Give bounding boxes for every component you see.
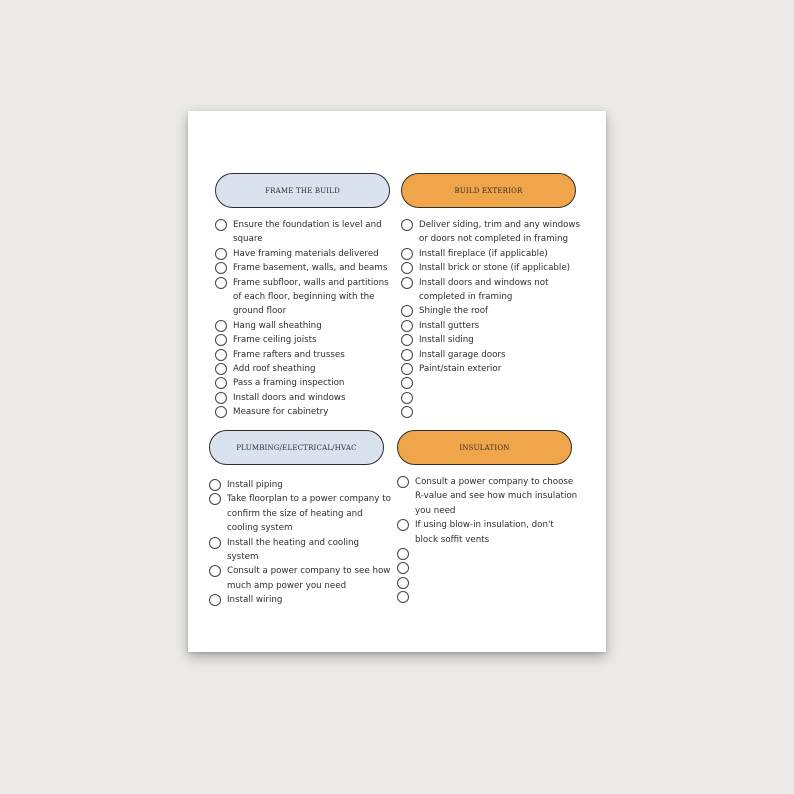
checkbox-circle-icon[interactable] — [401, 248, 413, 260]
list-item — [401, 391, 583, 405]
checkbox-circle-icon[interactable] — [397, 562, 409, 574]
checkbox-circle-icon[interactable] — [401, 219, 413, 231]
list-item — [397, 475, 579, 518]
item-label: Frame rafters and trusses — [233, 349, 345, 360]
checkbox-circle-icon[interactable] — [401, 349, 413, 361]
list-item — [215, 405, 397, 419]
checkbox-circle-icon[interactable] — [215, 262, 227, 274]
list-item — [397, 576, 579, 590]
list-item — [215, 391, 397, 405]
list-item — [401, 304, 583, 318]
item-label: Install gutters — [419, 320, 480, 331]
checklist — [401, 218, 583, 420]
checkbox-circle-icon[interactable] — [397, 577, 409, 589]
section-frame-the-build — [215, 173, 397, 420]
item-label: Install garage doors — [419, 349, 506, 360]
list-item — [401, 333, 583, 347]
checkbox-circle-icon[interactable] — [401, 363, 413, 375]
item-label: Frame ceiling joists — [233, 335, 317, 346]
checkbox-circle-icon[interactable] — [209, 479, 221, 491]
checkbox-circle-icon[interactable] — [215, 277, 227, 289]
list-item — [215, 276, 397, 319]
section-plumbing-electrical-hvac — [209, 430, 391, 608]
checkbox-circle-icon[interactable] — [401, 377, 413, 389]
item-label: Add roof sheathing — [233, 364, 316, 375]
list-item — [397, 590, 579, 604]
item-label: Frame subfloor, walls and partitions of each floor, beginning with the ground floor — [233, 277, 389, 317]
item-label: If using blow-in insulation, don't block soffit vents — [415, 520, 554, 545]
list-item — [215, 319, 397, 333]
list-item — [401, 348, 583, 362]
item-label: Install siding — [419, 335, 474, 346]
checkbox-circle-icon[interactable] — [215, 248, 227, 260]
list-item — [397, 518, 579, 547]
checkbox-circle-icon[interactable] — [401, 334, 413, 346]
item-label: Install doors and windows — [233, 392, 346, 403]
checkbox-circle-icon[interactable] — [397, 548, 409, 560]
item-label: Frame basement, walls, and beams — [233, 263, 388, 274]
checkbox-circle-icon[interactable] — [215, 406, 227, 418]
list-item — [209, 564, 391, 593]
item-label: Shingle the roof — [419, 306, 489, 317]
checkbox-circle-icon[interactable] — [401, 277, 413, 289]
list-item — [401, 276, 583, 305]
checkbox-circle-icon[interactable] — [397, 591, 409, 603]
checkbox-circle-icon[interactable] — [397, 476, 409, 488]
section-title-pill: FRAME THE BUILD — [215, 173, 390, 208]
list-item — [401, 319, 583, 333]
checkbox-circle-icon[interactable] — [209, 565, 221, 577]
list-item — [401, 261, 583, 275]
checkbox-circle-icon[interactable] — [401, 320, 413, 332]
list-item — [401, 362, 583, 376]
list-item — [397, 561, 579, 575]
checkbox-circle-icon[interactable] — [215, 320, 227, 332]
checkbox-circle-icon[interactable] — [215, 377, 227, 389]
item-label: Take floorplan to a power company to confirm the size of heating and cooling system — [227, 494, 391, 534]
checkbox-circle-icon[interactable] — [209, 594, 221, 606]
item-label: Install the heating and cooling system — [227, 537, 360, 563]
checkbox-circle-icon[interactable] — [215, 363, 227, 375]
list-item — [401, 405, 583, 419]
list-item — [209, 492, 391, 535]
item-label: Pass a framing inspection — [233, 378, 345, 389]
list-item — [215, 333, 397, 347]
item-label: Install wiring — [227, 595, 283, 606]
item-label: Consult a power company to choose R-value and see how much insulation you need — [415, 477, 578, 516]
list-item — [397, 547, 579, 561]
checkbox-circle-icon[interactable] — [397, 519, 409, 531]
item-label: Consult a power company to see how much amp power you need — [227, 566, 391, 591]
checkbox-circle-icon[interactable] — [401, 305, 413, 317]
item-label: Install fireplace (if applicable) — [419, 248, 548, 259]
list-item — [215, 247, 397, 261]
list-item — [209, 478, 391, 492]
section-build-exterior — [401, 173, 583, 420]
checkbox-circle-icon[interactable] — [209, 493, 221, 505]
list-item — [215, 362, 397, 376]
section-title-pill: INSULATION — [397, 430, 572, 465]
section-insulation — [397, 430, 579, 605]
item-label: Install piping — [227, 480, 283, 490]
list-item — [401, 376, 583, 390]
item-label: Ensure the foundation is level and square — [233, 220, 382, 245]
item-label: Deliver siding, trim and any windows or doors not completed in framing — [419, 220, 581, 245]
checkbox-circle-icon[interactable] — [215, 392, 227, 404]
list-item — [209, 536, 391, 565]
list-item — [401, 218, 583, 247]
checkbox-circle-icon[interactable] — [215, 334, 227, 346]
checklist — [209, 478, 391, 608]
section-title-pill: PLUMBING/ELECTRICAL/HVAC — [209, 430, 384, 465]
checklist — [397, 475, 579, 605]
item-label: Measure for cabinetry — [233, 407, 329, 418]
item-label: Hang wall sheathing — [233, 320, 322, 331]
item-label: Have framing materials delivered — [233, 248, 379, 259]
section-title-pill: BUILD EXTERIOR — [401, 173, 576, 208]
list-item — [401, 247, 583, 261]
item-label: Install brick or stone (if applicable) — [419, 263, 571, 274]
list-item — [215, 218, 397, 247]
list-item — [215, 348, 397, 362]
checklist-page — [188, 111, 606, 652]
checklist — [215, 218, 397, 420]
list-item — [215, 261, 397, 275]
checkbox-circle-icon[interactable] — [401, 262, 413, 274]
list-item — [215, 376, 397, 390]
checkbox-circle-icon[interactable] — [215, 219, 227, 231]
checkbox-circle-icon[interactable] — [215, 349, 227, 361]
checkbox-circle-icon[interactable] — [209, 537, 221, 549]
checkbox-circle-icon[interactable] — [401, 392, 413, 404]
list-item — [209, 593, 391, 607]
item-label: Install doors and windows not completed in framing — [419, 277, 549, 303]
checkbox-circle-icon[interactable] — [401, 406, 413, 418]
item-label: Paint/stain exterior — [419, 364, 502, 375]
